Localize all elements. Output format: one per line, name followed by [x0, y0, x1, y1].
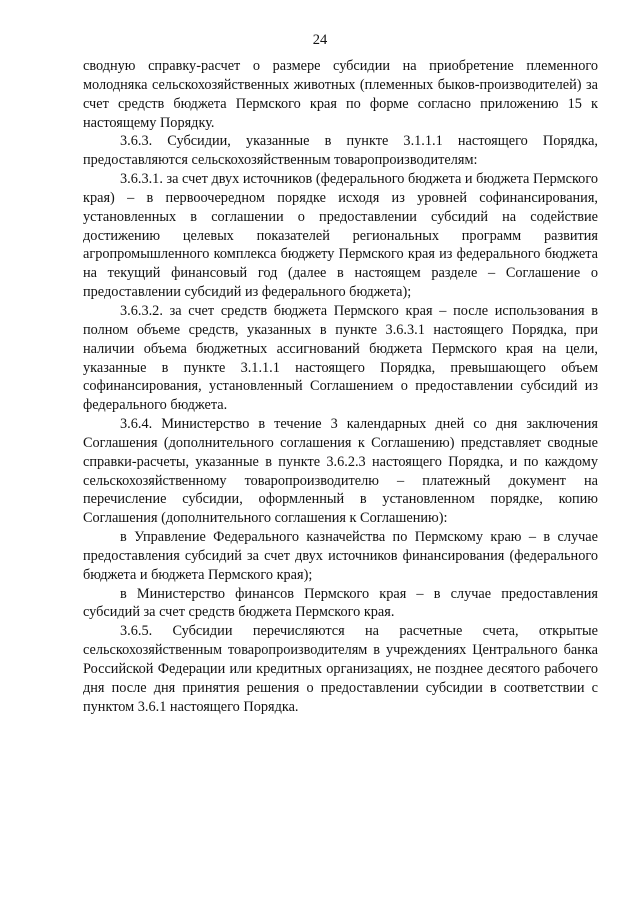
- page-number: 24: [312, 32, 328, 48]
- paragraph-continuation: сводную справку-расчет о размере субсидии на приобретение племенного молодняка сельскохозяйственных животных (племенных быков-производителей) за счет средств бюджета Пермского края по форме согласно приложению 15 к настоящему Порядку.: [83, 58, 598, 131]
- paragraph-3-6-3: 3.6.3. Субсидии, указанные в пункте 3.1.1.1 настоящего Порядка, предоставляются сельскохозяйственным товаропроизводителям:: [83, 133, 598, 169]
- paragraph-treasury: в Управление Федерального казначейства по Пермскому краю – в случае предоставления субсидий за счет двух источников финансирования (федерального бюджета и бюджета Пермского края);: [83, 529, 598, 583]
- paragraph-3-6-4: 3.6.4. Министерство в течение 3 календарных дней со дня заключения Соглашения (дополнительного соглашения к Соглашению) представляет сводные справки-расчеты, указанные в пункте 3.6.2.3 настоящего Порядка, и по каждому сельскохозяйственному товаропроизводителю – платежный документ на перечисление субсидии, оформленный в установленном порядке, копию Соглашения (дополнительного соглашения к Соглашению):: [83, 416, 598, 527]
- document-body: [83, 57, 598, 717]
- paragraph-ministry-finance: в Министерство финансов Пермского края – в случае предоставления субсидий за счет средств бюджета Пермского края.: [83, 585, 598, 621]
- paragraph-3-6-3-2: 3.6.3.2. за счет средств бюджета Пермского края – после использования в полном объеме средств, указанных в пункте 3.6.3.1 настоящего Порядка, при наличии объема бюджетных ассигнований бюджета Пермского края на цели, указанные в пункте 3.1.1.1 настоящего Порядка, превышающего объем софинансирования, установленный Соглашением о предоставлении субсидий из федерального бюджета.: [83, 302, 598, 414]
- paragraph-3-6-5: 3.6.5. Субсидии перечисляются на расчетные счета, открытые сельскохозяйственным товаропроизводителям в учреждениях Центрального банка Российской Федерации или кредитных организациях, не позднее десятого рабочего дня после дня принятия решения о предоставлении субсидии в соответствии с пунктом 3.6.1 настоящего Порядка.: [83, 623, 598, 715]
- paragraph-3-6-3-1: 3.6.3.1. за счет двух источников (федерального бюджета и бюджета Пермского края) – в первоочередном порядке исходя из уровней софинансирования, установленных в соглашении о предоставлении субсидий на содействие достижению целевых показателей региональных программ развития агропромышленного комплекса бюджету Пермского края из федерального бюджета на текущий финансовый год (далее в настоящем разделе – Соглашение о предоставлении субсидий из федерального бюджета);: [83, 171, 598, 301]
